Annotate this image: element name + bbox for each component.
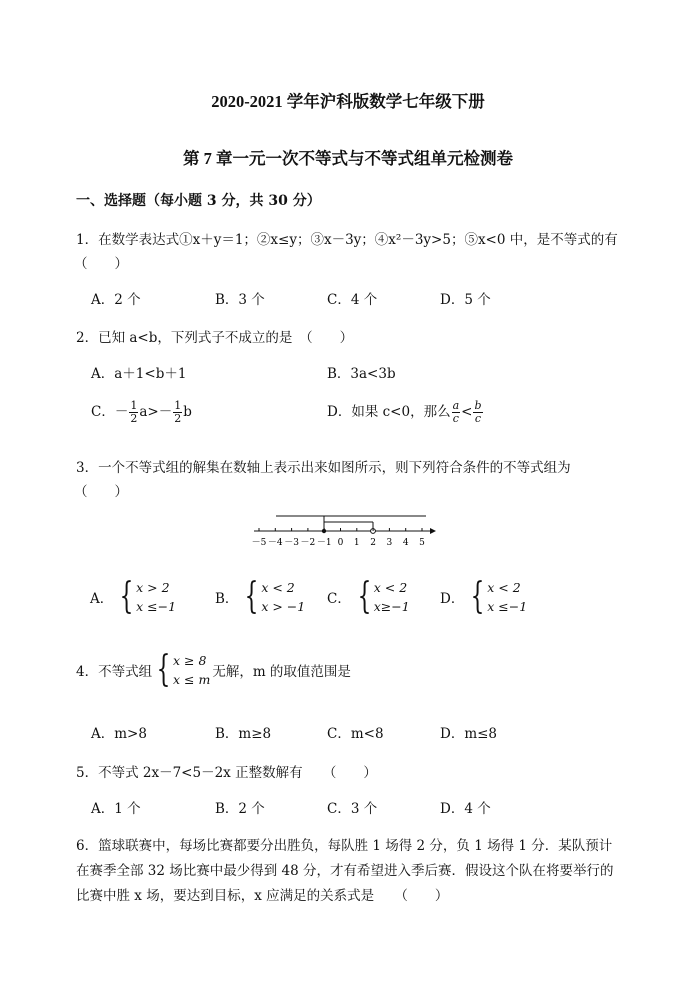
- q2-option-c-prefix: C．－: [91, 404, 129, 420]
- axis-tick-label: 5: [419, 538, 425, 548]
- system-line-1: x ≥ 8: [173, 653, 207, 668]
- fraction-a-over-c: [452, 400, 461, 425]
- question-3-paren: （ ）: [74, 484, 128, 500]
- option-label: C．: [327, 591, 351, 607]
- fraction-numerator: 1: [174, 399, 182, 412]
- fraction-one-half: [173, 400, 182, 425]
- left-brace-icon: {: [119, 576, 134, 617]
- fraction-b-over-c: [473, 400, 482, 425]
- inequality-system: [215, 578, 305, 616]
- question-3-stem: 3．一个不等式组的解集在数轴上表示出来如图所示，则下列符合条件的不等式组为: [76, 460, 571, 476]
- q1-option-d: D．5 个: [440, 292, 491, 308]
- system-lines: [374, 578, 410, 616]
- q3-option-d: [440, 578, 527, 616]
- left-brace-icon: {: [245, 576, 259, 617]
- system-line-1: x < 2: [261, 580, 295, 595]
- section-heading: 一、选择题（每小题 3 分，共 30 分）: [76, 193, 321, 209]
- fraction-numerator: a: [452, 399, 460, 412]
- inequality-system: [440, 578, 527, 616]
- q2-option-c: [91, 400, 192, 425]
- question-6-line-1: 6．篮球联赛中，每场比赛都要分出胜负，每队胜 1 场得 2 分，负 1 场得 1 分．某队预计: [76, 838, 613, 854]
- q4-option-c: C．m<8: [327, 726, 384, 742]
- axis-arrow-icon: [430, 528, 436, 534]
- q1-option-c: C．4 个: [327, 292, 378, 308]
- system-line-2: x > −1: [261, 599, 306, 614]
- q3-option-c: [327, 578, 410, 616]
- fraction-denominator: c: [474, 412, 482, 425]
- q5-option-b: B．2 个: [215, 801, 265, 817]
- question-6-line-2: 在赛季全部 32 场比赛中最少得到 48 分，才有希望进入季后赛．假设这个队在将要举行的: [76, 863, 614, 879]
- q2-option-a: A．a＋1<b＋1: [91, 366, 187, 382]
- axis-tick-label: 4: [402, 538, 409, 548]
- q3-option-a: [90, 578, 176, 616]
- system-line-1: x < 2: [373, 580, 408, 595]
- axis-tick-label: －5: [251, 538, 267, 548]
- question-4-suffix: 无解，m 的取值范围是: [212, 664, 351, 680]
- question-2-stem: 2．已知 a<b，下列式子不成立的是 （ ）: [76, 330, 354, 346]
- q2-option-b: B．3a<3b: [327, 366, 396, 382]
- document-title: 2020-2021 学年沪科版数学七年级下册: [211, 92, 485, 111]
- q4-option-b: B．m≥8: [215, 726, 272, 742]
- system-lines: [261, 578, 305, 616]
- number-line-figure: [250, 508, 440, 550]
- system-line-1: x < 2: [487, 580, 521, 595]
- inequality-system: [90, 578, 176, 616]
- option-label: B．: [215, 591, 239, 607]
- axis-tick-label: 1: [353, 538, 360, 548]
- question-4: [76, 651, 351, 689]
- fraction-denominator: 2: [174, 412, 182, 425]
- q5-option-c: C．3 个: [327, 801, 378, 817]
- axis-tick-label: 2: [370, 538, 376, 548]
- q2-option-c-mid: a>－: [139, 404, 173, 420]
- left-brace-icon: {: [357, 576, 372, 617]
- chapter-title: 第 7 章一元一次不等式与不等式组单元检测卷: [183, 149, 513, 168]
- q2-option-c-end: b: [183, 404, 192, 420]
- fraction-denominator: c: [452, 412, 459, 425]
- q4-option-a: A．m>8: [91, 726, 147, 742]
- axis-tick-label: －4: [267, 538, 283, 548]
- axis-tick-label: －2: [300, 538, 316, 548]
- system-line-2: x ≤−1: [487, 599, 528, 614]
- system-line-2: x≥−1: [373, 599, 410, 614]
- question-1-stem: 1．在数学表达式①x＋y＝1；②x≤y；③x－3y；④x²－3y>5；⑤x<0 中，是不等式的有: [76, 232, 618, 248]
- q2-option-d: [327, 400, 484, 425]
- system-lines: [136, 578, 176, 616]
- option-label: D．: [440, 591, 465, 607]
- question-5-stem: 5．不等式 2x－7<5－2x 正整数解有 （ ）: [76, 765, 377, 781]
- axis-tick-label: 0: [337, 538, 344, 548]
- question-1-paren: （ ）: [74, 256, 128, 272]
- system-line-2: x ≤ m: [173, 672, 211, 687]
- inequality-system: [76, 651, 351, 689]
- q5-option-d: D．4 个: [440, 801, 491, 817]
- axis-tick-label: －3: [284, 538, 299, 548]
- less-than-sign: <: [461, 404, 473, 420]
- q1-option-b: B．3 个: [215, 292, 265, 308]
- axis-tick-label: －1: [316, 538, 332, 548]
- question-4-prefix: 4．不等式组: [76, 664, 153, 680]
- system-lines: [487, 578, 527, 616]
- system-line-2: x ≤−1: [136, 599, 177, 614]
- left-brace-icon: {: [156, 649, 171, 690]
- fraction-one-half: [129, 400, 138, 425]
- inequality-system: [327, 578, 410, 616]
- option-label: A．: [90, 591, 114, 607]
- q1-option-a: A．2 个: [91, 292, 141, 308]
- q3-option-b: [215, 578, 305, 616]
- system-line-1: x > 2: [136, 580, 170, 595]
- fraction-denominator: 2: [130, 412, 138, 425]
- fraction-numerator: b: [474, 399, 482, 412]
- axis-tick-label: 3: [386, 538, 393, 548]
- left-brace-icon: {: [470, 576, 485, 617]
- q5-option-a: A．1 个: [91, 801, 141, 817]
- question-6-line-3: 比赛中胜 x 场，要达到目标，x 应满足的关系式是 （ ）: [76, 888, 449, 904]
- q2-option-d-prefix: D．如果 c<0，那么: [327, 404, 451, 420]
- system-lines: [173, 651, 210, 689]
- q4-option-d: D．m≤8: [440, 726, 498, 742]
- fraction-numerator: 1: [130, 399, 138, 412]
